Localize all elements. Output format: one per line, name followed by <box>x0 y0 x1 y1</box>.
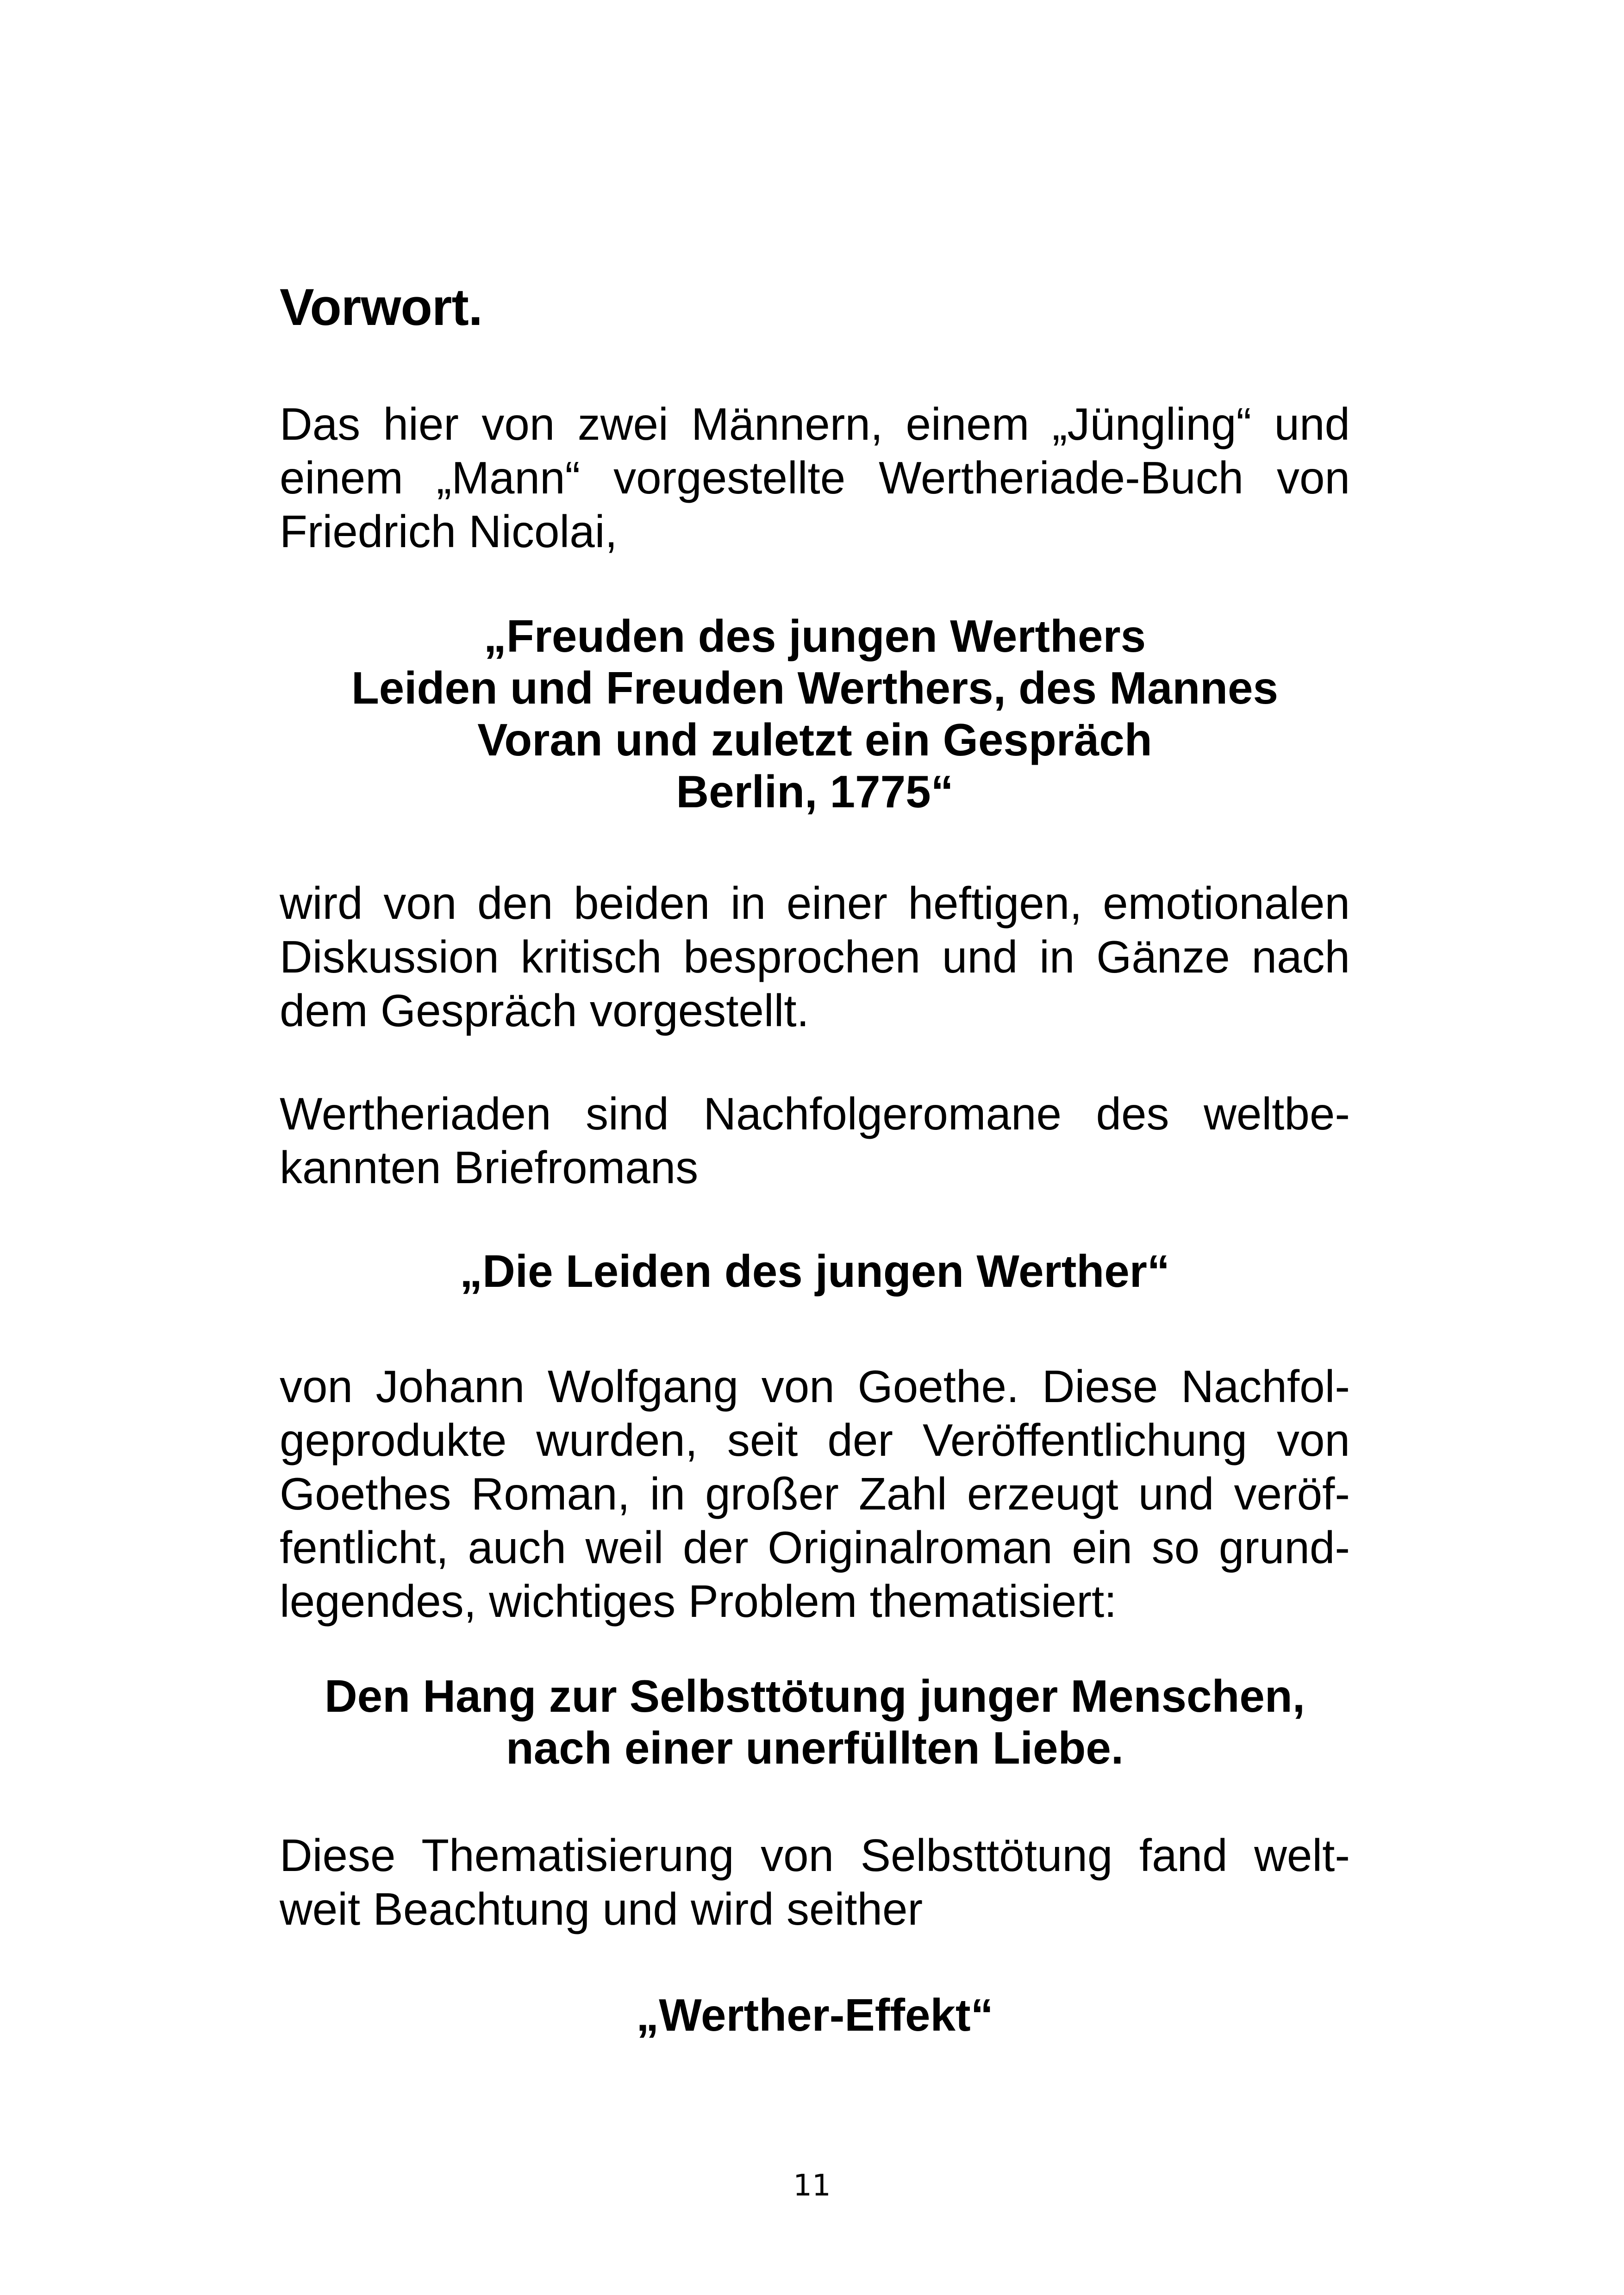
werther-effekt-line: „Werther-Effekt“ <box>636 1989 993 2040</box>
page-title: Vorwort. <box>280 278 482 336</box>
text-line: Diese Thematisierung von Selbsttötung fand welt- <box>280 1830 1350 1881</box>
paragraph-wertheriaden <box>280 1087 1350 1194</box>
werther-effekt-block <box>280 1989 1350 2041</box>
text-line: Friedrich Nicolai, <box>280 506 618 557</box>
goethe-title-block <box>280 1245 1350 1297</box>
text-line: weit Beachtung und wird seither <box>280 1883 923 1934</box>
text-line: fentlicht, auch weil der Originalroman ein so grund- <box>280 1522 1350 1573</box>
text-line: Das hier von zwei Männern, einem „Jüngling“ und <box>280 399 1350 449</box>
paragraph-thematisierung <box>280 1828 1350 1936</box>
book-title-line: Berlin, 1775“ <box>676 766 954 817</box>
text-line: Goethes Roman, in großer Zahl erzeugt und veröf- <box>280 1468 1350 1519</box>
paragraph-intro <box>280 397 1350 558</box>
text-line: wird von den beiden in einer heftigen, emotionalen <box>280 878 1350 929</box>
text-line: legendes, wichtiges Problem thematisiert: <box>280 1576 1117 1627</box>
book-title-line: Leiden und Freuden Werthers, des Mannes <box>351 662 1279 713</box>
text-line: Wertheriaden sind Nachfolgeromane des weltbe- <box>280 1088 1350 1139</box>
goethe-title-line: „Die Leiden des jungen Werther“ <box>460 1246 1170 1297</box>
theme-statement-line: nach einer unerfüllten Liebe. <box>506 1722 1124 1773</box>
paragraph-goethe <box>280 1360 1350 1628</box>
paragraph-discussion <box>280 876 1350 1037</box>
book-title-block <box>280 610 1350 817</box>
text-line: einem „Mann“ vorgestellte Wertheriade-Buch von <box>280 452 1350 503</box>
book-title-line: Voran und zuletzt ein Gespräch <box>477 714 1152 765</box>
text-line: kannten Briefromans <box>280 1142 699 1193</box>
text-line: von Johann Wolfgang von Goethe. Diese Nachfol- <box>280 1361 1350 1412</box>
page-number: 11 <box>793 2169 831 2203</box>
theme-statement-line: Den Hang zur Selbsttötung junger Menschen, <box>324 1671 1305 1721</box>
text-line: Diskussion kritisch besprochen und in Gänze nach <box>280 931 1350 982</box>
text-line: dem Gespräch vorgestellt. <box>280 985 809 1036</box>
book-title-line: „Freuden des jungen Werthers <box>483 611 1146 661</box>
theme-statement-block <box>280 1670 1350 1774</box>
text-line: geprodukte wurden, seit der Veröffentlichung von <box>280 1415 1350 1466</box>
